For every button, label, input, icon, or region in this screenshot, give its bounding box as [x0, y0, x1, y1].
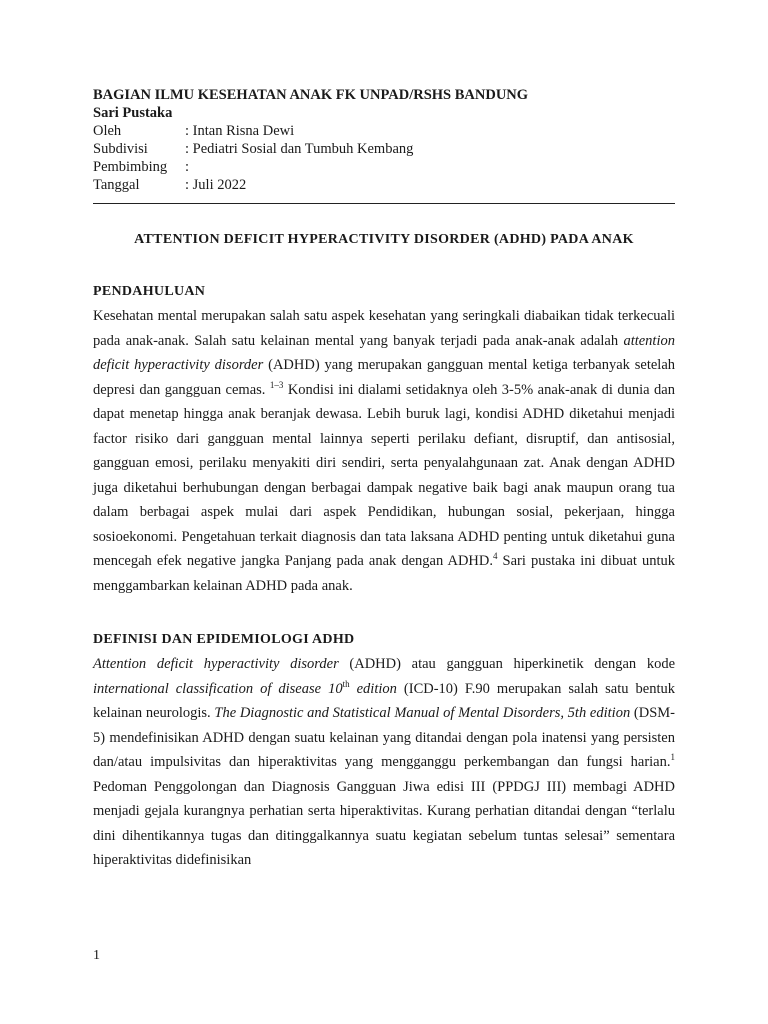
- citation-superscript: 1: [670, 752, 675, 763]
- section-heading-introduction: PENDAHULUAN: [93, 284, 206, 299]
- text-run: (ICD-10) F.90 merupakan salah satu bentuk kelainan neurologis.: [93, 680, 675, 721]
- meta-label: Subdivisi: [93, 141, 148, 157]
- italic-run: international classification of disease 10: [93, 680, 343, 697]
- meta-row-supervisor: [93, 158, 675, 176]
- text-run: (ADHD) yang merupakan gangguan mental ketiga terbanyak setelah depresi dan gangguan cemas.: [93, 357, 676, 398]
- meta-row-date: [93, 176, 675, 194]
- page-number: 1: [93, 948, 100, 963]
- citation-superscript: 4: [492, 551, 498, 562]
- introduction-paragraph: [93, 304, 675, 598]
- header-divider: [93, 203, 675, 204]
- italic-run: Attention deficit hyperactivity disorder: [93, 656, 339, 672]
- meta-row-author: [93, 122, 675, 140]
- meta-label: Oleh: [93, 123, 122, 139]
- document-type: Sari Pustaka: [93, 105, 173, 121]
- document-title: ATTENTION DEFICIT HYPERACTIVITY DISORDER (ADHD) PADA ANAK: [134, 232, 634, 247]
- italic-run: edition: [349, 680, 397, 697]
- ordinal-superscript: th: [342, 678, 350, 689]
- italic-run: attention deficit hyperactivity disorder: [93, 332, 675, 373]
- institution-header: BAGIAN ILMU KESEHATAN ANAK FK UNPAD/RSHS BANDUNG: [93, 87, 529, 103]
- definition-paragraph: [93, 652, 675, 873]
- meta-row-subdivision: [93, 140, 675, 158]
- text-run: Kesehatan mental merupakan salah satu aspek kesehatan yang seringkali diabaikan tidak terkecuali pada anak-anak. Salah satu kelainan mental yang banyak terjadi pada anak-anak adalah: [93, 308, 675, 349]
- text-run: Sari pustaka ini dibuat untuk menggambarkan kelainan ADHD pada anak.: [93, 553, 675, 594]
- citation-superscript: 1–3: [269, 379, 284, 390]
- meta-value: :: [185, 159, 190, 175]
- meta-label: Pembimbing: [93, 159, 168, 175]
- text-run: Kondisi ini dialami setidaknya oleh 3-5% anak-anak di dunia dan dapat menetap hingga anak beranjak dewasa. Lebih buruk lagi, kondisi ADHD diketahui menjadi factor risiko dari gangguan mental lainnya seperti perilaku defiant, disruptif, dan antisosial, gangguan emosi, perilaku menyakiti diri sendiri, serta penyalahgunaan zat. Anak dengan ADHD juga diketahui berhubungan dengan berbagai dampak negative baik bagi anak maupun orang tua dalam berbagai aspek mulai dari aspek Pendidikan, hubungan sosial, pekerjaan, hingga sosioekonomi. Pengetahuan terkait diagnosis dan tata laksana ADHD penting untuk diketahui guna mencegah efek negative jangka Panjang pada anak dengan ADHD.: [93, 381, 675, 569]
- text-run: (DSM-5) mendefinisikan ADHD dengan suatu kelainan yang ditandai dengan pola inatensi yang persisten dan/atau impulsivitas dan hiperaktivitas yang mengganggu perkembangan dan fungsi harian.: [93, 705, 675, 770]
- document-page: [93, 86, 675, 873]
- meta-value: : Pediatri Sosial dan Tumbuh Kembang: [185, 141, 414, 157]
- meta-value: : Juli 2022: [185, 177, 247, 193]
- meta-label: Tanggal: [93, 177, 140, 193]
- section-heading-definition: DEFINISI DAN EPIDEMIOLOGI ADHD: [93, 632, 355, 647]
- text-run: (ADHD) atau gangguan hiperkinetik dengan kode: [338, 656, 676, 672]
- meta-value: : Intan Risna Dewi: [185, 123, 295, 139]
- text-run: Pedoman Penggolongan dan Diagnosis Gangguan Jiwa edisi III (PPDGJ III) membagi ADHD menjadi gejala kurangnya perhatian serta hiperaktivitas. Kurang perhatian ditandai dengan “terlalu dini dihentikannya tugas dan ditinggalkannya suatu kegiatan sebelum tuntas selesai” sementara hiperaktivitas didefinisikan: [93, 778, 675, 868]
- italic-run: The Diagnostic and Statistical Manual of Mental Disorders, 5th edition: [214, 705, 631, 721]
